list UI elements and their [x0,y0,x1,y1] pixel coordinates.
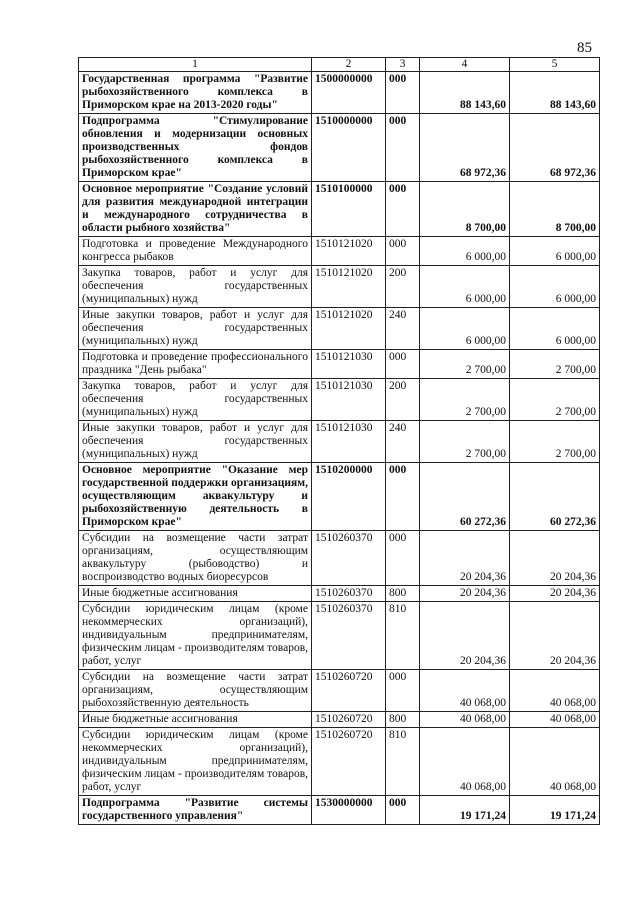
row-value-5: 6 000,00 [510,237,600,266]
row-code: 1510260720 [312,712,386,728]
row-value-4: 68 972,36 [420,114,510,182]
column-header-5: 5 [510,58,600,72]
table-row [79,72,600,114]
row-value-4: 20 204,36 [420,602,510,670]
row-code: 1510121030 [312,350,386,379]
row-code: 1510121020 [312,237,386,266]
row-kvr: 000 [386,670,420,712]
row-kvr: 800 [386,712,420,728]
column-header-3: 3 [386,58,420,72]
row-value-4: 40 068,00 [420,670,510,712]
row-value-4: 88 143,60 [420,72,510,114]
row-kvr: 240 [386,421,420,463]
table-row [79,463,600,531]
table-body [79,72,600,825]
table-row [79,379,600,421]
page-number: 85 [577,40,592,56]
row-code: 1510121030 [312,421,386,463]
row-code: 1510121030 [312,379,386,421]
row-kvr: 200 [386,266,420,308]
row-kvr: 000 [386,114,420,182]
column-header-4: 4 [420,58,510,72]
table-row [79,796,600,825]
row-code: 1510260370 [312,586,386,602]
column-header-1: 1 [79,58,312,72]
table-row [79,237,600,266]
row-value-4: 60 272,36 [420,463,510,531]
row-kvr: 810 [386,602,420,670]
row-code: 1510260720 [312,728,386,796]
row-kvr: 800 [386,586,420,602]
row-name: Субсидии на возмещение части затрат организациям, осуществляющим рыбохозяйственную деятельность [79,670,312,712]
row-kvr: 000 [386,350,420,379]
budget-table [78,57,600,825]
row-kvr: 000 [386,531,420,586]
row-name: Подпрограмма "Стимулирование обновления и модернизации основных производственных фондов рыбохозяйственного комплекса в Приморском крае" [79,114,312,182]
table-row [79,114,600,182]
row-kvr: 240 [386,308,420,350]
row-name: Закупка товаров, работ и услуг для обеспечения государственных (муниципальных) нужд [79,266,312,308]
table-row [79,266,600,308]
row-code: 1510100000 [312,182,386,237]
row-value-5: 19 171,24 [510,796,600,825]
row-name: Основное мероприятие "Создание условий для развития международной интеграции и международного сотрудничества в области рыбного хозяйства" [79,182,312,237]
table-row [79,670,600,712]
row-kvr: 000 [386,237,420,266]
table-row [79,531,600,586]
row-value-5: 40 068,00 [510,670,600,712]
row-value-5: 88 143,60 [510,72,600,114]
row-name: Закупка товаров, работ и услуг для обеспечения государственных (муниципальных) нужд [79,379,312,421]
row-value-5: 20 204,36 [510,586,600,602]
row-kvr: 000 [386,72,420,114]
row-name: Иные бюджетные ассигнования [79,586,312,602]
row-value-4: 6 000,00 [420,237,510,266]
row-kvr: 000 [386,796,420,825]
column-header-2: 2 [312,58,386,72]
row-value-4: 20 204,36 [420,531,510,586]
row-kvr: 200 [386,379,420,421]
row-name: Подпрограмма "Развитие системы государственного управления" [79,796,312,825]
row-code: 1510121020 [312,266,386,308]
row-kvr: 810 [386,728,420,796]
table-row [79,421,600,463]
table-row [79,712,600,728]
table-row [79,182,600,237]
row-value-5: 8 700,00 [510,182,600,237]
row-value-4: 2 700,00 [420,379,510,421]
table-row [79,308,600,350]
row-value-4: 40 068,00 [420,728,510,796]
row-name: Подготовка и проведение Международного конгресса рыбаков [79,237,312,266]
table-row [79,728,600,796]
row-code: 1510260370 [312,602,386,670]
row-code: 1510260720 [312,670,386,712]
row-name: Иные закупки товаров, работ и услуг для обеспечения государственных (муниципальных) нужд [79,308,312,350]
row-code: 1510200000 [312,463,386,531]
row-value-5: 6 000,00 [510,308,600,350]
row-value-5: 2 700,00 [510,379,600,421]
row-value-4: 6 000,00 [420,308,510,350]
row-kvr: 000 [386,463,420,531]
row-name: Субсидии на возмещение части затрат организациям, осуществляющим аквакультуру (рыбоводство) и воспроизводство водных биоресурсов [79,531,312,586]
row-code: 1510121020 [312,308,386,350]
row-value-5: 20 204,36 [510,602,600,670]
row-name: Государственная программа "Развитие рыбохозяйственного комплекса в Приморском крае на 2013-2020 годы" [79,72,312,114]
row-value-4: 2 700,00 [420,350,510,379]
row-value-4: 6 000,00 [420,266,510,308]
row-name: Основное мероприятие "Оказание мер государственной поддержки организациям, осуществляющим аквакультуру и рыбохозяйственную деятельность в Приморском крае" [79,463,312,531]
header-row [79,58,600,72]
row-code: 1500000000 [312,72,386,114]
table-row [79,350,600,379]
row-code: 1510000000 [312,114,386,182]
row-value-5: 68 972,36 [510,114,600,182]
table-row [79,586,600,602]
row-value-5: 40 068,00 [510,728,600,796]
row-value-5: 2 700,00 [510,350,600,379]
row-name: Субсидии юридическим лицам (кроме некоммерческих организаций), индивидуальным предпринимателям, физическим лицам - производителям товаров, работ, услуг [79,728,312,796]
row-value-4: 2 700,00 [420,421,510,463]
row-kvr: 000 [386,182,420,237]
row-value-5: 2 700,00 [510,421,600,463]
row-value-5: 20 204,36 [510,531,600,586]
row-value-4: 19 171,24 [420,796,510,825]
row-code: 1510260370 [312,531,386,586]
row-value-4: 20 204,36 [420,586,510,602]
row-name: Субсидии юридическим лицам (кроме некоммерческих организаций), индивидуальным предпринимателям, физическим лицам - производителям товаров, работ, услуг [79,602,312,670]
row-name: Подготовка и проведение профессионального праздника "День рыбака" [79,350,312,379]
row-value-5: 6 000,00 [510,266,600,308]
row-name: Иные закупки товаров, работ и услуг для обеспечения государственных (муниципальных) нужд [79,421,312,463]
row-code: 1530000000 [312,796,386,825]
row-value-5: 60 272,36 [510,463,600,531]
row-value-4: 8 700,00 [420,182,510,237]
row-value-4: 40 068,00 [420,712,510,728]
row-name: Иные бюджетные ассигнования [79,712,312,728]
table-row [79,602,600,670]
row-value-5: 40 068,00 [510,712,600,728]
